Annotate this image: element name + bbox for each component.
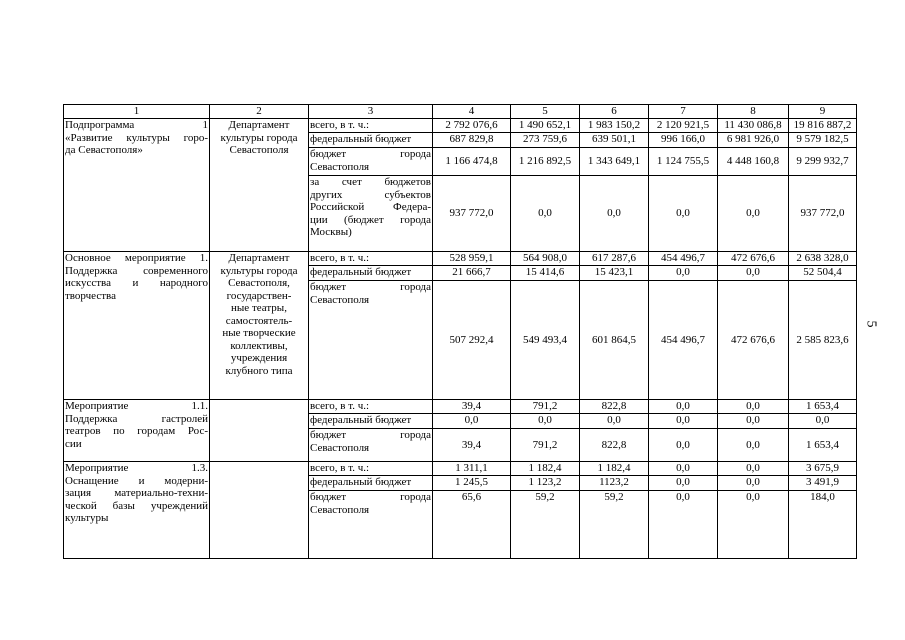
value-cell: 19 816 887,2 — [789, 119, 857, 133]
text-line: государствен- — [226, 289, 292, 302]
text-line: Основное мероприятие 1. — [65, 252, 208, 264]
text-line: Севастополя — [310, 160, 370, 173]
value-cell: 791,2 — [511, 400, 580, 414]
text-line: культуры города — [220, 131, 298, 144]
value-cell: 617 287,6 — [580, 252, 649, 266]
value-cell: 1 311,1 — [433, 462, 511, 476]
value-cell: 1 490 652,1 — [511, 119, 580, 133]
column-header: 9 — [789, 105, 857, 119]
column-header: 8 — [718, 105, 789, 119]
text-line: бюджет города — [310, 148, 431, 160]
executor-cell — [210, 462, 309, 559]
text-line: Севастополя, — [228, 277, 290, 289]
value-cell: 65,6 — [433, 491, 511, 559]
measure-name-cell — [64, 400, 210, 462]
text-line: Департамент — [228, 119, 290, 131]
value-cell: 184,0 — [789, 491, 857, 559]
value-cell: 39,4 — [433, 429, 511, 462]
value-cell: 0,0 — [718, 266, 789, 281]
table-row — [64, 252, 857, 266]
value-cell: 21 666,7 — [433, 266, 511, 281]
value-cell: 996 166,0 — [649, 133, 718, 148]
text-line: искусства и народного — [65, 277, 208, 289]
text-line: Департамент — [228, 252, 290, 264]
funding-source-cell — [309, 176, 433, 252]
value-cell: 0,0 — [511, 176, 580, 252]
text-line: Севастополя — [310, 503, 370, 516]
text-line: культуры — [65, 512, 109, 524]
value-cell: 6 981 926,0 — [718, 133, 789, 148]
column-header: 1 — [64, 105, 210, 119]
value-cell: 937 772,0 — [433, 176, 511, 252]
value-cell: 528 959,1 — [433, 252, 511, 266]
value-cell: 0,0 — [511, 414, 580, 429]
value-cell: 1 123,2 — [511, 476, 580, 491]
value-cell: 1 182,4 — [511, 462, 580, 476]
value-cell: 0,0 — [649, 176, 718, 252]
value-cell: 0,0 — [433, 414, 511, 429]
measure-name-cell — [64, 119, 210, 252]
executor-cell — [210, 119, 309, 252]
value-cell: 454 496,7 — [649, 252, 718, 266]
funding-source-cell — [309, 491, 433, 559]
funding-source-cell: всего, в т. ч.: — [309, 119, 433, 133]
text-line: Поддержка современного — [65, 264, 208, 277]
column-header: 4 — [433, 105, 511, 119]
table-row — [64, 462, 857, 476]
value-cell: 472 676,6 — [718, 252, 789, 266]
value-cell: 564 908,0 — [511, 252, 580, 266]
value-cell: 549 493,4 — [511, 281, 580, 400]
value-cell: 59,2 — [511, 491, 580, 559]
text-line: театров по городам Рос- — [65, 425, 208, 437]
value-cell: 3 491,9 — [789, 476, 857, 491]
value-cell: 0,0 — [718, 429, 789, 462]
value-cell: 0,0 — [718, 462, 789, 476]
value-cell: 0,0 — [718, 476, 789, 491]
text-line: ции (бюджет города — [310, 213, 431, 226]
text-line: Севастополя — [229, 144, 289, 156]
value-cell: 39,4 — [433, 400, 511, 414]
text-line: Севастополя — [310, 293, 370, 306]
text-line: Поддержка гастролей — [65, 412, 208, 425]
text-line: коллективы, — [230, 339, 288, 352]
value-cell: 0,0 — [649, 414, 718, 429]
value-cell: 0,0 — [649, 476, 718, 491]
value-cell: 1 124 755,5 — [649, 148, 718, 176]
text-line: Москвы) — [310, 226, 352, 238]
column-header: 6 — [580, 105, 649, 119]
value-cell: 687 829,8 — [433, 133, 511, 148]
value-cell: 0,0 — [649, 491, 718, 559]
value-cell: 2 792 076,6 — [433, 119, 511, 133]
text-line: творчества — [65, 289, 116, 302]
column-header: 5 — [511, 105, 580, 119]
value-cell: 0,0 — [718, 176, 789, 252]
text-line: зация материально-техни- — [65, 487, 208, 499]
measure-name-cell — [64, 252, 210, 400]
text-line: ные творческие — [222, 327, 296, 339]
header-row — [64, 105, 857, 119]
text-line: культуры города — [220, 264, 298, 277]
value-cell: 601 864,5 — [580, 281, 649, 400]
value-cell: 52 504,4 — [789, 266, 857, 281]
funding-source-cell: федеральный бюджет — [309, 266, 433, 281]
value-cell: 1 166 474,8 — [433, 148, 511, 176]
table-row — [64, 119, 857, 133]
value-cell: 822,8 — [580, 400, 649, 414]
value-cell: 9 299 932,7 — [789, 148, 857, 176]
value-cell: 822,8 — [580, 429, 649, 462]
value-cell: 3 675,9 — [789, 462, 857, 476]
text-line: да Севастополя» — [65, 144, 143, 156]
text-line: самостоятель- — [225, 314, 293, 327]
value-cell: 59,2 — [580, 491, 649, 559]
value-cell: 0,0 — [649, 400, 718, 414]
value-cell: 1 245,5 — [433, 476, 511, 491]
value-cell: 1 182,4 — [580, 462, 649, 476]
value-cell: 15 414,6 — [511, 266, 580, 281]
executor-cell — [210, 252, 309, 400]
column-header: 3 — [309, 105, 433, 119]
text-line: ческой базы учреждений — [65, 499, 208, 512]
column-header: 2 — [210, 105, 309, 119]
text-line: других субъектов — [310, 188, 431, 201]
value-cell: 0,0 — [718, 400, 789, 414]
value-cell: 4 448 160,8 — [718, 148, 789, 176]
text-line: Подпрограмма 1 — [65, 119, 208, 131]
value-cell: 11 430 086,8 — [718, 119, 789, 133]
text-line: «Развитие культуры горо- — [65, 131, 208, 144]
text-line: ные театры, — [231, 302, 287, 314]
value-cell: 2 638 328,0 — [789, 252, 857, 266]
text-line: бюджет города — [310, 429, 431, 441]
value-cell: 472 676,6 — [718, 281, 789, 400]
value-cell: 454 496,7 — [649, 281, 718, 400]
funding-source-cell: федеральный бюджет — [309, 133, 433, 148]
value-cell: 0,0 — [580, 414, 649, 429]
value-cell: 1123,2 — [580, 476, 649, 491]
text-line: бюджет города — [310, 491, 431, 503]
text-line: клубного типа — [225, 364, 293, 377]
value-cell: 0,0 — [580, 176, 649, 252]
funding-source-cell — [309, 281, 433, 400]
table-row — [64, 400, 857, 414]
value-cell: 0,0 — [718, 414, 789, 429]
funding-source-cell: всего, в т. ч.: — [309, 252, 433, 266]
funding-source-cell: всего, в т. ч.: — [309, 462, 433, 476]
value-cell: 1 983 150,2 — [580, 119, 649, 133]
value-cell: 1 653,4 — [789, 400, 857, 414]
text-line: Севастополя — [310, 441, 370, 454]
funding-source-cell: федеральный бюджет — [309, 414, 433, 429]
value-cell: 791,2 — [511, 429, 580, 462]
value-cell: 639 501,1 — [580, 133, 649, 148]
value-cell: 937 772,0 — [789, 176, 857, 252]
page-number: 5 — [863, 320, 879, 328]
value-cell: 2 585 823,6 — [789, 281, 857, 400]
text-line: Мероприятие 1.3. — [65, 462, 208, 474]
value-cell: 1 216 892,5 — [511, 148, 580, 176]
value-cell: 273 759,6 — [511, 133, 580, 148]
funding-source-cell — [309, 148, 433, 176]
value-cell: 1 653,4 — [789, 429, 857, 462]
text-line: Оснащение и модерни- — [65, 474, 208, 487]
funding-source-cell: федеральный бюджет — [309, 476, 433, 491]
value-cell: 0,0 — [649, 462, 718, 476]
value-cell: 2 120 921,5 — [649, 119, 718, 133]
executor-cell — [210, 400, 309, 462]
text-line: бюджет города — [310, 281, 431, 293]
budget-table — [63, 104, 857, 559]
column-header: 7 — [649, 105, 718, 119]
text-line: учреждения — [230, 352, 288, 364]
value-cell: 1 343 649,1 — [580, 148, 649, 176]
value-cell: 15 423,1 — [580, 266, 649, 281]
value-cell: 0,0 — [789, 414, 857, 429]
funding-source-cell: всего, в т. ч.: — [309, 400, 433, 414]
value-cell: 0,0 — [718, 491, 789, 559]
text-line: Российской Федера- — [310, 201, 431, 213]
value-cell: 9 579 182,5 — [789, 133, 857, 148]
text-line: сии — [65, 437, 82, 450]
value-cell: 507 292,4 — [433, 281, 511, 400]
text-line: за счет бюджетов — [310, 176, 431, 188]
text-line: Мероприятие 1.1. — [65, 400, 208, 412]
value-cell: 0,0 — [649, 266, 718, 281]
value-cell: 0,0 — [649, 429, 718, 462]
funding-source-cell — [309, 429, 433, 462]
measure-name-cell — [64, 462, 210, 559]
